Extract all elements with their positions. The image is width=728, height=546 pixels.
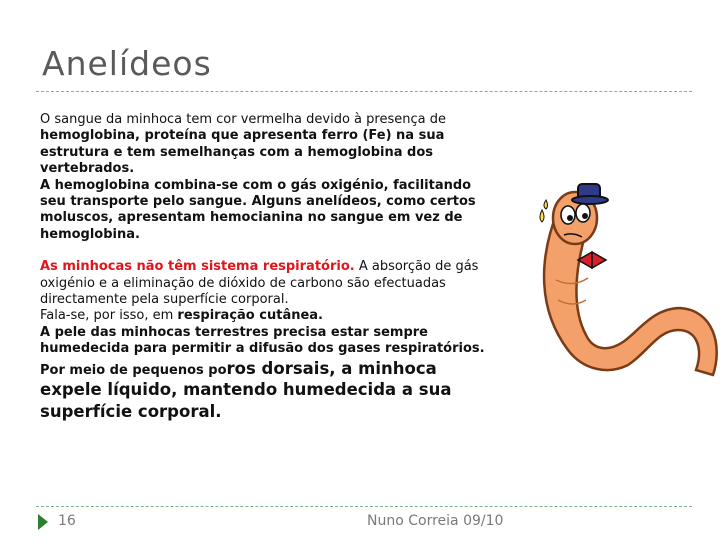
worm-illustration [528, 180, 718, 420]
title-divider [36, 91, 692, 92]
paragraph-4-bold: respiração cutânea. [177, 308, 323, 324]
footer-author: Nuno Correia 09/10 [367, 513, 504, 529]
paragraph-6-big: ros dorsais, a minhoca expele líquido, mantendo humedecida a sua superfície corporal. [40, 358, 452, 421]
slide-title: Anelídeos [42, 44, 212, 83]
paragraph-6-intro: Por meio de pequenos po [40, 362, 227, 378]
paragraph-1 [40, 112, 490, 178]
paragraph-3-highlight: As minhocas não têm sistema respiratório. [40, 259, 355, 275]
paragraph-3-rest: A absorção de gás oxigénio e a eliminação de dióxido de carbono são efectuadas directamente pela superfície corporal. [40, 259, 479, 308]
paragraph-3 [40, 259, 490, 308]
footer-divider [36, 506, 692, 507]
sweat-drop-icon [540, 210, 544, 222]
slide-body [40, 112, 490, 422]
slide-number: 16 [58, 513, 76, 529]
paragraph-4 [40, 308, 490, 324]
spacer [40, 243, 490, 259]
paragraph-2: A hemoglobina combina-se com o gás oxigénio, facilitando seu transporte pelo sangue. Alguns anelídeos, como certos moluscos, apresentam hemocianina no sangue em vez de hemoglobina. [40, 177, 476, 242]
paragraph-5: A pele das minhocas terrestres precisa estar sempre humedecida para permitir a difusão dos gases respiratórios. [40, 324, 485, 357]
paragraph-1-bold: hemoglobina, proteína que apresenta ferro (Fe) na sua estrutura e tem semelhanças com a hemoglobina dos vertebrados. [40, 128, 445, 177]
paragraph-1-intro: O sangue da minhoca tem cor vermelha devido à presença de [40, 112, 446, 127]
paragraph-6 [40, 358, 490, 422]
paragraph-4-intro: Fala-se, por isso, em [40, 308, 178, 324]
bow-tie-icon [578, 252, 606, 268]
triangle-arrow-icon [38, 514, 48, 530]
